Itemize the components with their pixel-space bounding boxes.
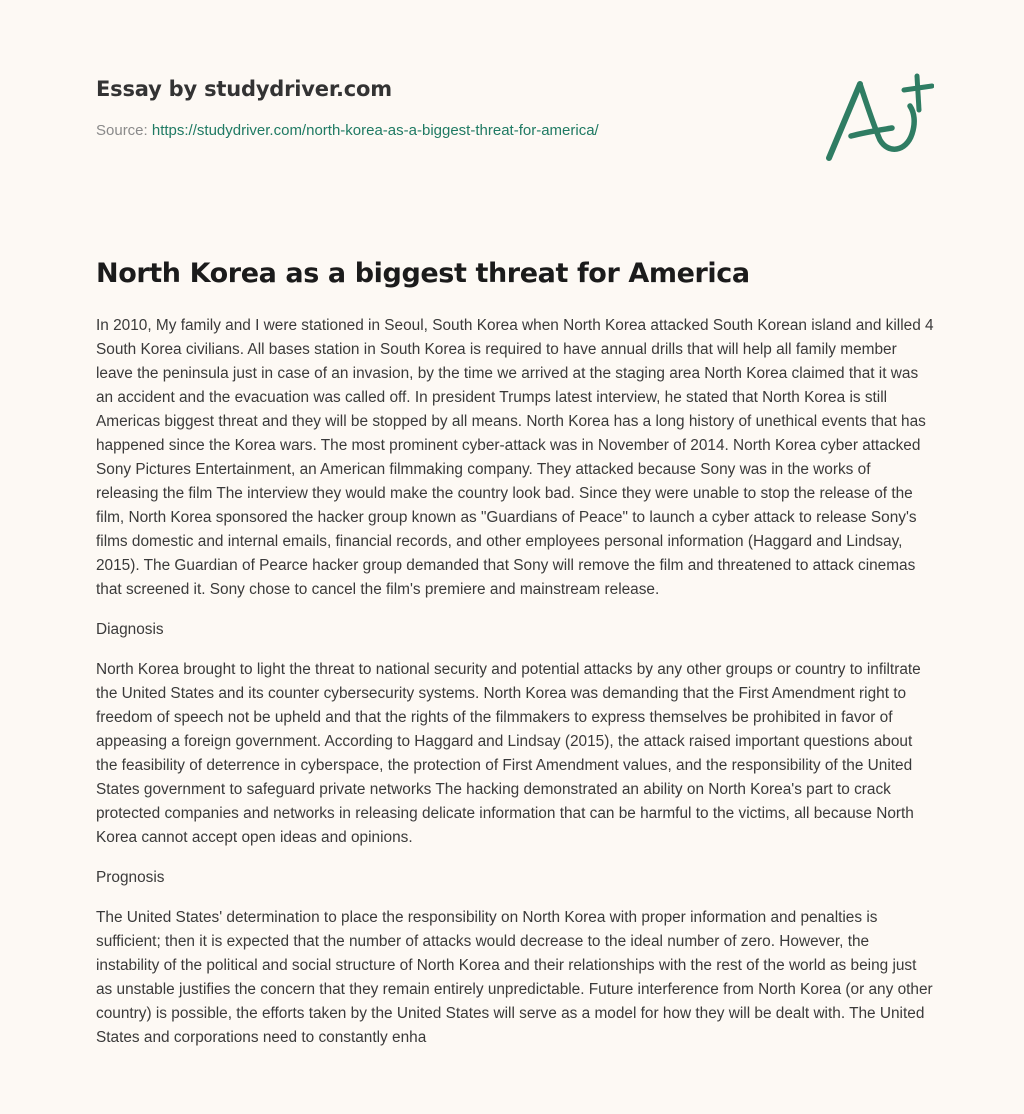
section-heading-prognosis: Prognosis	[96, 869, 165, 886]
paragraph-intro: In 2010, My family and I were stationed in Seoul, South Korea when North Korea attacked South Korean island and killed 4 South Korea civilians. All bases station in South Korea is required to have annual drills that will help all family member leave the peninsula just in case of an invasion, by the time we arrived at the staging area North Korea claimed that it was an accident and the evacuation was called off. In president Trumps latest interview, he stated that North Korea is still Americas biggest threat and they will be stopped by all means. North Korea has a long history of unethical events that has happened since the Korea wars. The most prominent cyber-attack was in November of 2014. North Korea cyber attacked Sony Pictures Entertainment, an American filmmaking company. They attacked because Sony was in the works of releasing the film The interview they would make the country look bad. Since they were unable to stop the release of the film, North Korea sponsored the hacker group known as "Guardians of Peace" to launch a cyber attack to release Sony's films domestic and internal emails, financial records, and other employees personal information (Haggard and Lindsay, 2015). The Guardian of Pearce hacker group demanded that Sony will remove the film and threatened to attack cinemas that screened it. Sony chose to cancel the film's premiere and mainstream release.	[96, 317, 934, 598]
a-plus-grade-icon	[818, 62, 934, 172]
essay-title: North Korea as a biggest threat for America	[96, 258, 750, 289]
paragraph-prognosis: The United States' determination to place the responsibility on North Korea with proper information and penalties is sufficient; then it is expected that the number of attacks would decrease to the ideal number of zero. However, the instability of the political and social structure of North Korea and their relationships with the rest of the world as being just as unstable justifies the concern that they remain entirely unpredictable. Future interference from North Korea (or any other country) is possible, the efforts taken by the United States will serve as a model for how they will be dealt with. The United States and corporations need to constantly enha	[96, 909, 933, 1046]
source-label: Source:	[96, 122, 148, 139]
source-link[interactable]: https://studydriver.com/north-korea-as-a-biggest-threat-for-america/	[151, 122, 599, 139]
essay-body	[96, 314, 936, 1066]
section-heading-diagnosis: Diagnosis	[96, 621, 164, 638]
site-title: Essay by studydriver.com	[96, 77, 392, 101]
source-line	[96, 121, 796, 141]
page-header	[96, 74, 796, 141]
paragraph-diagnosis: North Korea brought to light the threat to national security and potential attacks by any other groups or country to infiltrate the United States and its counter cybersecurity systems. North Korea was demanding that the First Amendment right to freedom of speech not be upheld and that the rights of the filmmakers to express themselves be prohibited in favor of appeasing a foreign government. According to Haggard and Lindsay (2015), the attack raised important questions about the feasibility of deterrence in cyberspace, the protection of First Amendment values, and the responsibility of the United States government to safeguard private networks The hacking demonstrated an ability on North Korea's part to crack protected companies and networks in releasing delicate information that can be harmful to the victims, all because North Korea cannot accept open ideas and opinions.	[96, 661, 921, 846]
